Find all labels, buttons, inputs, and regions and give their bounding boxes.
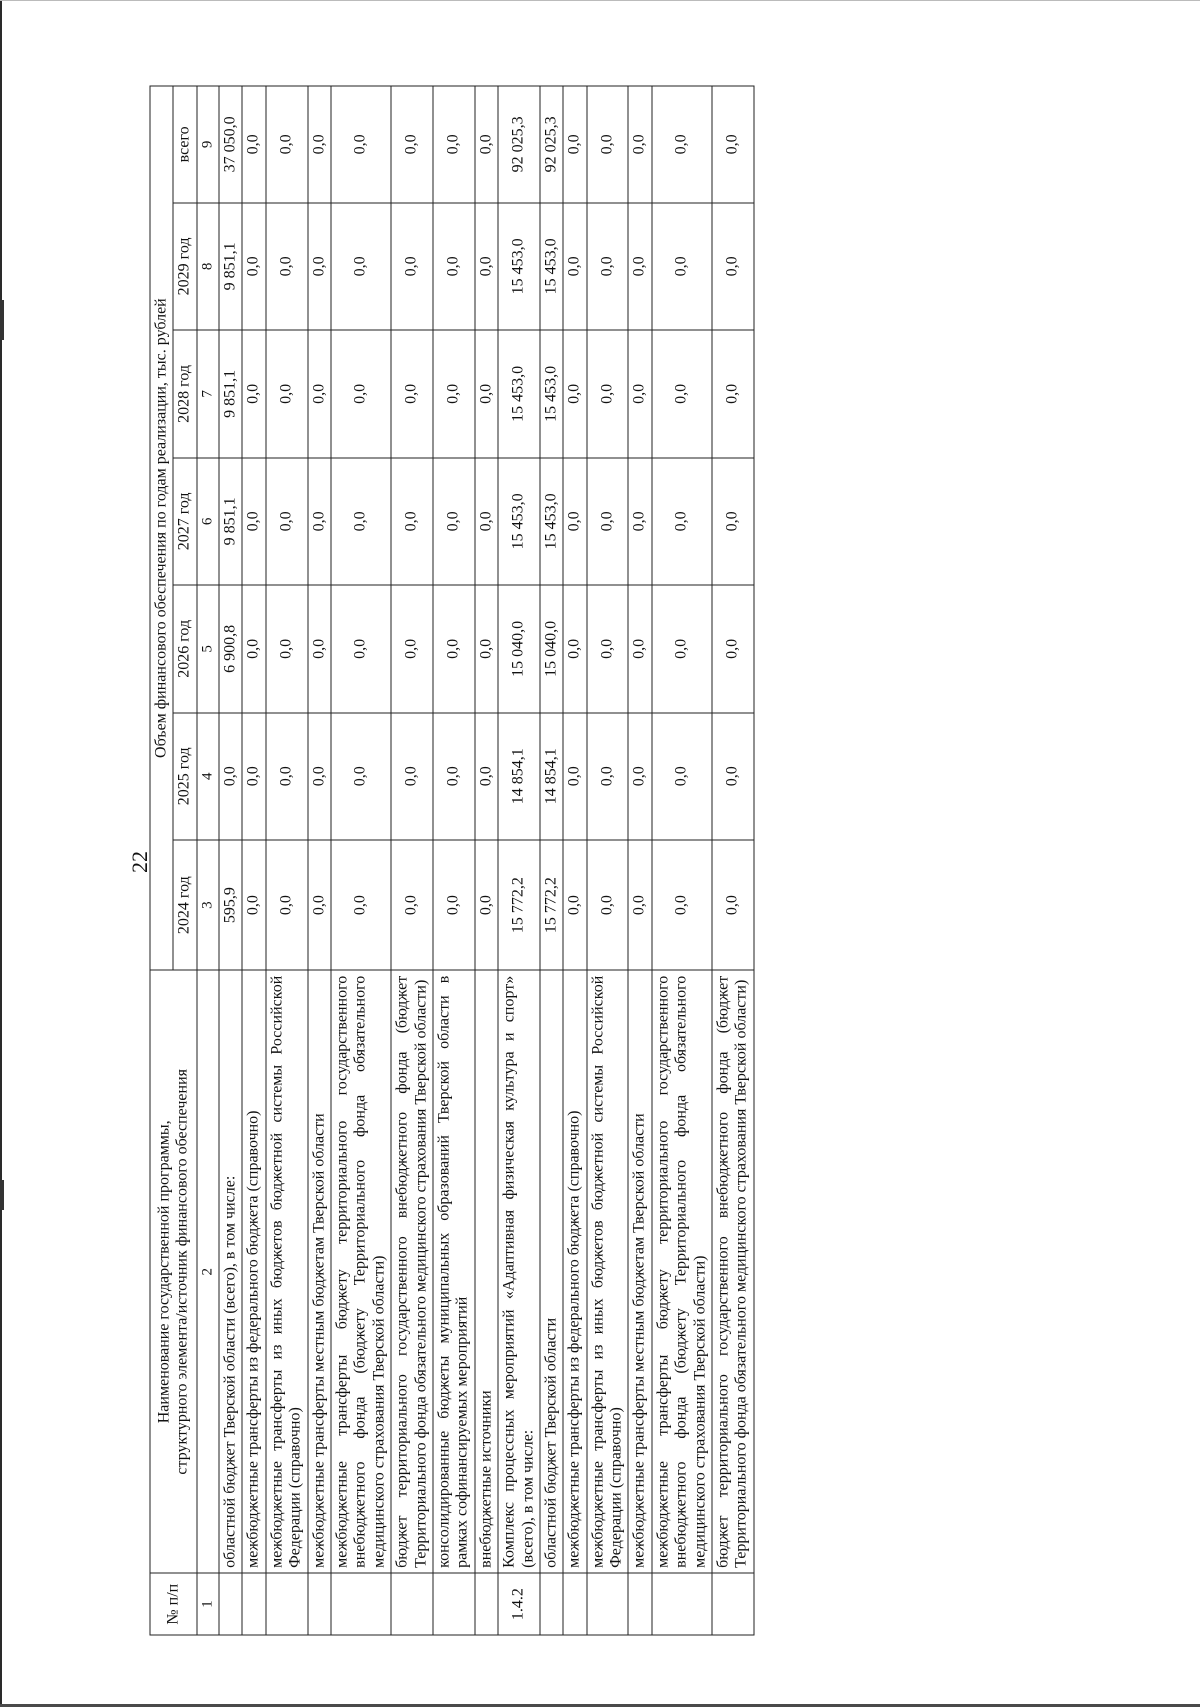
row-year-value: 0,0 xyxy=(652,840,712,970)
header-row-1 xyxy=(150,86,173,1635)
row-number xyxy=(540,1573,563,1635)
table-row xyxy=(563,86,586,1635)
row-year-value: 0,0 xyxy=(242,713,265,840)
row-number xyxy=(587,1573,629,1635)
rotated-table-container xyxy=(150,86,1195,1636)
row-year-value: 595,9 xyxy=(219,840,242,970)
row-year-value: 0,0 xyxy=(308,585,331,712)
row-year-value: 0,0 xyxy=(628,585,651,712)
row-total-value: 37 050,0 xyxy=(219,86,242,203)
row-year-value: 0,0 xyxy=(652,330,712,457)
table-row xyxy=(587,86,629,1635)
row-year-value: 9 851,1 xyxy=(219,330,242,457)
header-year: 2027 год xyxy=(173,458,196,585)
header-year: 2024 год xyxy=(173,840,196,970)
row-name: межбюджетные трансферты из иных бюджетов бюджетной системы Российской Федерации (справочно) xyxy=(587,970,629,1573)
row-year-value: 0,0 xyxy=(652,713,712,840)
row-year-value: 0,0 xyxy=(242,203,265,330)
table-row xyxy=(242,86,265,1635)
row-total-value: 0,0 xyxy=(628,86,651,203)
row-year-value: 0,0 xyxy=(433,713,475,840)
row-year-value: 0,0 xyxy=(433,585,475,712)
row-year-value: 9 851,1 xyxy=(219,203,242,330)
row-total-value: 0,0 xyxy=(308,86,331,203)
row-year-value: 0,0 xyxy=(587,840,629,970)
row-total-value: 0,0 xyxy=(587,86,629,203)
row-total-value: 0,0 xyxy=(563,86,586,203)
row-name: консолидированные бюджеты муниципальных образований Тверской области в рамках софинансируемых мероприятий xyxy=(433,970,475,1573)
table-row xyxy=(628,86,651,1635)
row-name: бюджет территориального государственного внебюджетного фонда (бюджет Территориального фонда обязательного медицинского страхования Тверской области) xyxy=(391,970,433,1573)
row-number xyxy=(628,1573,651,1635)
row-name: областной бюджет Тверской области xyxy=(540,970,563,1573)
row-year-value: 15 772,2 xyxy=(540,840,563,970)
row-name: межбюджетные трансферты из федерального бюджета (справочно) xyxy=(242,970,265,1573)
index-cell: 5 xyxy=(197,585,219,712)
row-year-value: 0,0 xyxy=(475,840,498,970)
row-number xyxy=(652,1573,712,1635)
row-year-value: 14 854,1 xyxy=(498,713,540,840)
row-year-value: 0,0 xyxy=(712,458,754,585)
row-year-value: 9 851,1 xyxy=(219,458,242,585)
header-name-line1: Наименование государственной программы, xyxy=(155,1120,172,1424)
row-number xyxy=(331,1573,391,1635)
header-year: 2025 год xyxy=(173,713,196,840)
row-total-value: 0,0 xyxy=(712,86,754,203)
row-year-value: 15 453,0 xyxy=(498,458,540,585)
row-name: межбюджетные трансферты из иных бюджетов бюджетной системы Российской Федерации (справочно) xyxy=(266,970,308,1573)
row-year-value: 0,0 xyxy=(391,585,433,712)
row-year-value: 0,0 xyxy=(587,585,629,712)
index-row xyxy=(197,86,219,1635)
row-year-value: 0,0 xyxy=(266,330,308,457)
row-year-value: 0,0 xyxy=(563,330,586,457)
row-total-value: 0,0 xyxy=(242,86,265,203)
table-row xyxy=(308,86,331,1635)
row-year-value: 0,0 xyxy=(475,713,498,840)
row-year-value: 0,0 xyxy=(563,840,586,970)
row-year-value: 0,0 xyxy=(331,840,391,970)
row-year-value: 0,0 xyxy=(652,458,712,585)
row-name: межбюджетные трансферты местным бюджетам Тверской области xyxy=(628,970,651,1573)
index-cell: 3 xyxy=(197,840,219,970)
row-year-value: 0,0 xyxy=(266,458,308,585)
row-number: 1.4.2 xyxy=(498,1573,540,1635)
header-year: 2029 год xyxy=(173,203,196,330)
row-year-value: 0,0 xyxy=(331,330,391,457)
table-row xyxy=(712,86,754,1635)
row-year-value: 0,0 xyxy=(391,458,433,585)
header-total: всего xyxy=(173,86,196,203)
row-year-value: 0,0 xyxy=(712,203,754,330)
row-total-value: 0,0 xyxy=(652,86,712,203)
row-year-value: 0,0 xyxy=(242,840,265,970)
row-total-value: 0,0 xyxy=(266,86,308,203)
row-year-value: 0,0 xyxy=(219,713,242,840)
row-year-value: 0,0 xyxy=(433,840,475,970)
row-year-value: 14 854,1 xyxy=(540,713,563,840)
row-year-value: 0,0 xyxy=(712,585,754,712)
row-year-value: 0,0 xyxy=(433,330,475,457)
row-total-value: 0,0 xyxy=(475,86,498,203)
index-cell: 2 xyxy=(197,970,219,1573)
row-year-value: 0,0 xyxy=(652,585,712,712)
row-year-value: 0,0 xyxy=(587,713,629,840)
header-funding-group: Объем финансового обеспечения по годам реализации, тыс. рублей xyxy=(150,86,173,970)
row-total-value: 0,0 xyxy=(331,86,391,203)
row-year-value: 0,0 xyxy=(266,840,308,970)
scan-edge-left xyxy=(0,0,2,1707)
row-year-value: 0,0 xyxy=(266,585,308,712)
row-year-value: 0,0 xyxy=(308,330,331,457)
row-year-value: 0,0 xyxy=(475,330,498,457)
table-row xyxy=(266,86,308,1635)
table-row xyxy=(331,86,391,1635)
row-name: внебюджетные источники xyxy=(475,970,498,1573)
row-year-value: 0,0 xyxy=(331,713,391,840)
row-number xyxy=(433,1573,475,1635)
row-year-value: 0,0 xyxy=(266,713,308,840)
index-cell: 1 xyxy=(197,1573,219,1635)
row-year-value: 15 040,0 xyxy=(498,585,540,712)
row-year-value: 0,0 xyxy=(391,203,433,330)
row-number xyxy=(712,1573,754,1635)
row-number xyxy=(475,1573,498,1635)
row-year-value: 0,0 xyxy=(587,203,629,330)
row-year-value: 0,0 xyxy=(475,585,498,712)
row-year-value: 15 772,2 xyxy=(498,840,540,970)
index-cell: 4 xyxy=(197,713,219,840)
index-cell: 7 xyxy=(197,330,219,457)
row-number xyxy=(308,1573,331,1635)
row-year-value: 0,0 xyxy=(712,330,754,457)
row-year-value: 0,0 xyxy=(391,840,433,970)
header-year: 2028 год xyxy=(173,330,196,457)
table-body xyxy=(219,86,754,1635)
table-row xyxy=(498,86,540,1635)
header-num: № п/п xyxy=(150,1573,197,1635)
row-number xyxy=(563,1573,586,1635)
row-year-value: 15 453,0 xyxy=(540,458,563,585)
table-row xyxy=(433,86,475,1635)
row-year-value: 0,0 xyxy=(308,203,331,330)
row-year-value: 0,0 xyxy=(563,203,586,330)
row-total-value: 0,0 xyxy=(433,86,475,203)
scan-mark xyxy=(0,1180,4,1210)
row-name: областной бюджет Тверской области (всего), в том числе: xyxy=(219,970,242,1573)
row-year-value: 0,0 xyxy=(563,713,586,840)
row-year-value: 0,0 xyxy=(628,840,651,970)
table-row xyxy=(391,86,433,1635)
row-year-value: 0,0 xyxy=(308,458,331,585)
row-year-value: 0,0 xyxy=(308,713,331,840)
row-year-value: 6 900,8 xyxy=(219,585,242,712)
row-year-value: 0,0 xyxy=(628,713,651,840)
row-year-value: 0,0 xyxy=(652,203,712,330)
row-number xyxy=(391,1573,433,1635)
row-year-value: 0,0 xyxy=(266,203,308,330)
row-year-value: 0,0 xyxy=(475,458,498,585)
table-row xyxy=(652,86,712,1635)
row-year-value: 15 453,0 xyxy=(540,330,563,457)
row-year-value: 0,0 xyxy=(391,713,433,840)
row-name: межбюджетные трансферты из федерального бюджета (справочно) xyxy=(563,970,586,1573)
row-number xyxy=(242,1573,265,1635)
scan-mark xyxy=(0,300,4,340)
row-total-value: 92 025,3 xyxy=(540,86,563,203)
index-cell: 9 xyxy=(197,86,219,203)
row-year-value: 0,0 xyxy=(242,585,265,712)
table-row xyxy=(475,86,498,1635)
index-cell: 8 xyxy=(197,203,219,330)
row-year-value: 0,0 xyxy=(628,203,651,330)
financing-table xyxy=(150,86,755,1636)
row-name: межбюджетные трансферты бюджету территориального государственного внебюджетного фонда (бюджету Территориального фонда обязательного медицинского страхования Тверской области) xyxy=(331,970,391,1573)
row-year-value: 15 453,0 xyxy=(498,330,540,457)
header-year: 2026 год xyxy=(173,585,196,712)
row-name: межбюджетные трансферты бюджету территориального государственного внебюджетного фонда (бюджету Территориального фонда обязательного медицинского страхования Тверской области) xyxy=(652,970,712,1573)
table-row xyxy=(540,86,563,1635)
header-name-line2: структурного элемента/источник финансового обеспечения xyxy=(173,1068,191,1475)
row-year-value: 15 040,0 xyxy=(540,585,563,712)
table-row xyxy=(219,86,242,1635)
row-year-value: 0,0 xyxy=(712,713,754,840)
row-year-value: 0,0 xyxy=(628,458,651,585)
row-year-value: 0,0 xyxy=(433,458,475,585)
row-year-value: 0,0 xyxy=(331,585,391,712)
header-name xyxy=(150,970,197,1573)
row-year-value: 15 453,0 xyxy=(498,203,540,330)
row-name: межбюджетные трансферты местным бюджетам Тверской области xyxy=(308,970,331,1573)
row-year-value: 0,0 xyxy=(475,203,498,330)
row-year-value: 15 453,0 xyxy=(540,203,563,330)
row-number xyxy=(266,1573,308,1635)
row-year-value: 0,0 xyxy=(563,585,586,712)
index-cell: 6 xyxy=(197,458,219,585)
row-year-value: 0,0 xyxy=(331,203,391,330)
row-year-value: 0,0 xyxy=(587,330,629,457)
row-year-value: 0,0 xyxy=(242,458,265,585)
row-total-value: 0,0 xyxy=(391,86,433,203)
row-year-value: 0,0 xyxy=(331,458,391,585)
scan-edge-top xyxy=(0,0,1200,1)
row-name: Комплекс процессных мероприятий «Адаптивная физическая культура и спорт» (всего), в том числе: xyxy=(498,970,540,1573)
row-year-value: 0,0 xyxy=(712,840,754,970)
row-year-value: 0,0 xyxy=(242,330,265,457)
row-year-value: 0,0 xyxy=(563,458,586,585)
row-total-value: 92 025,3 xyxy=(498,86,540,203)
row-number xyxy=(219,1573,242,1635)
row-name: бюджет территориального государственного внебюджетного фонда (бюджет Территориального фонда обязательного медицинского страхования Тверской области) xyxy=(712,970,754,1573)
page-number: 22 xyxy=(127,851,152,873)
row-year-value: 0,0 xyxy=(433,203,475,330)
row-year-value: 0,0 xyxy=(628,330,651,457)
row-year-value: 0,0 xyxy=(587,458,629,585)
row-year-value: 0,0 xyxy=(391,330,433,457)
row-year-value: 0,0 xyxy=(308,840,331,970)
